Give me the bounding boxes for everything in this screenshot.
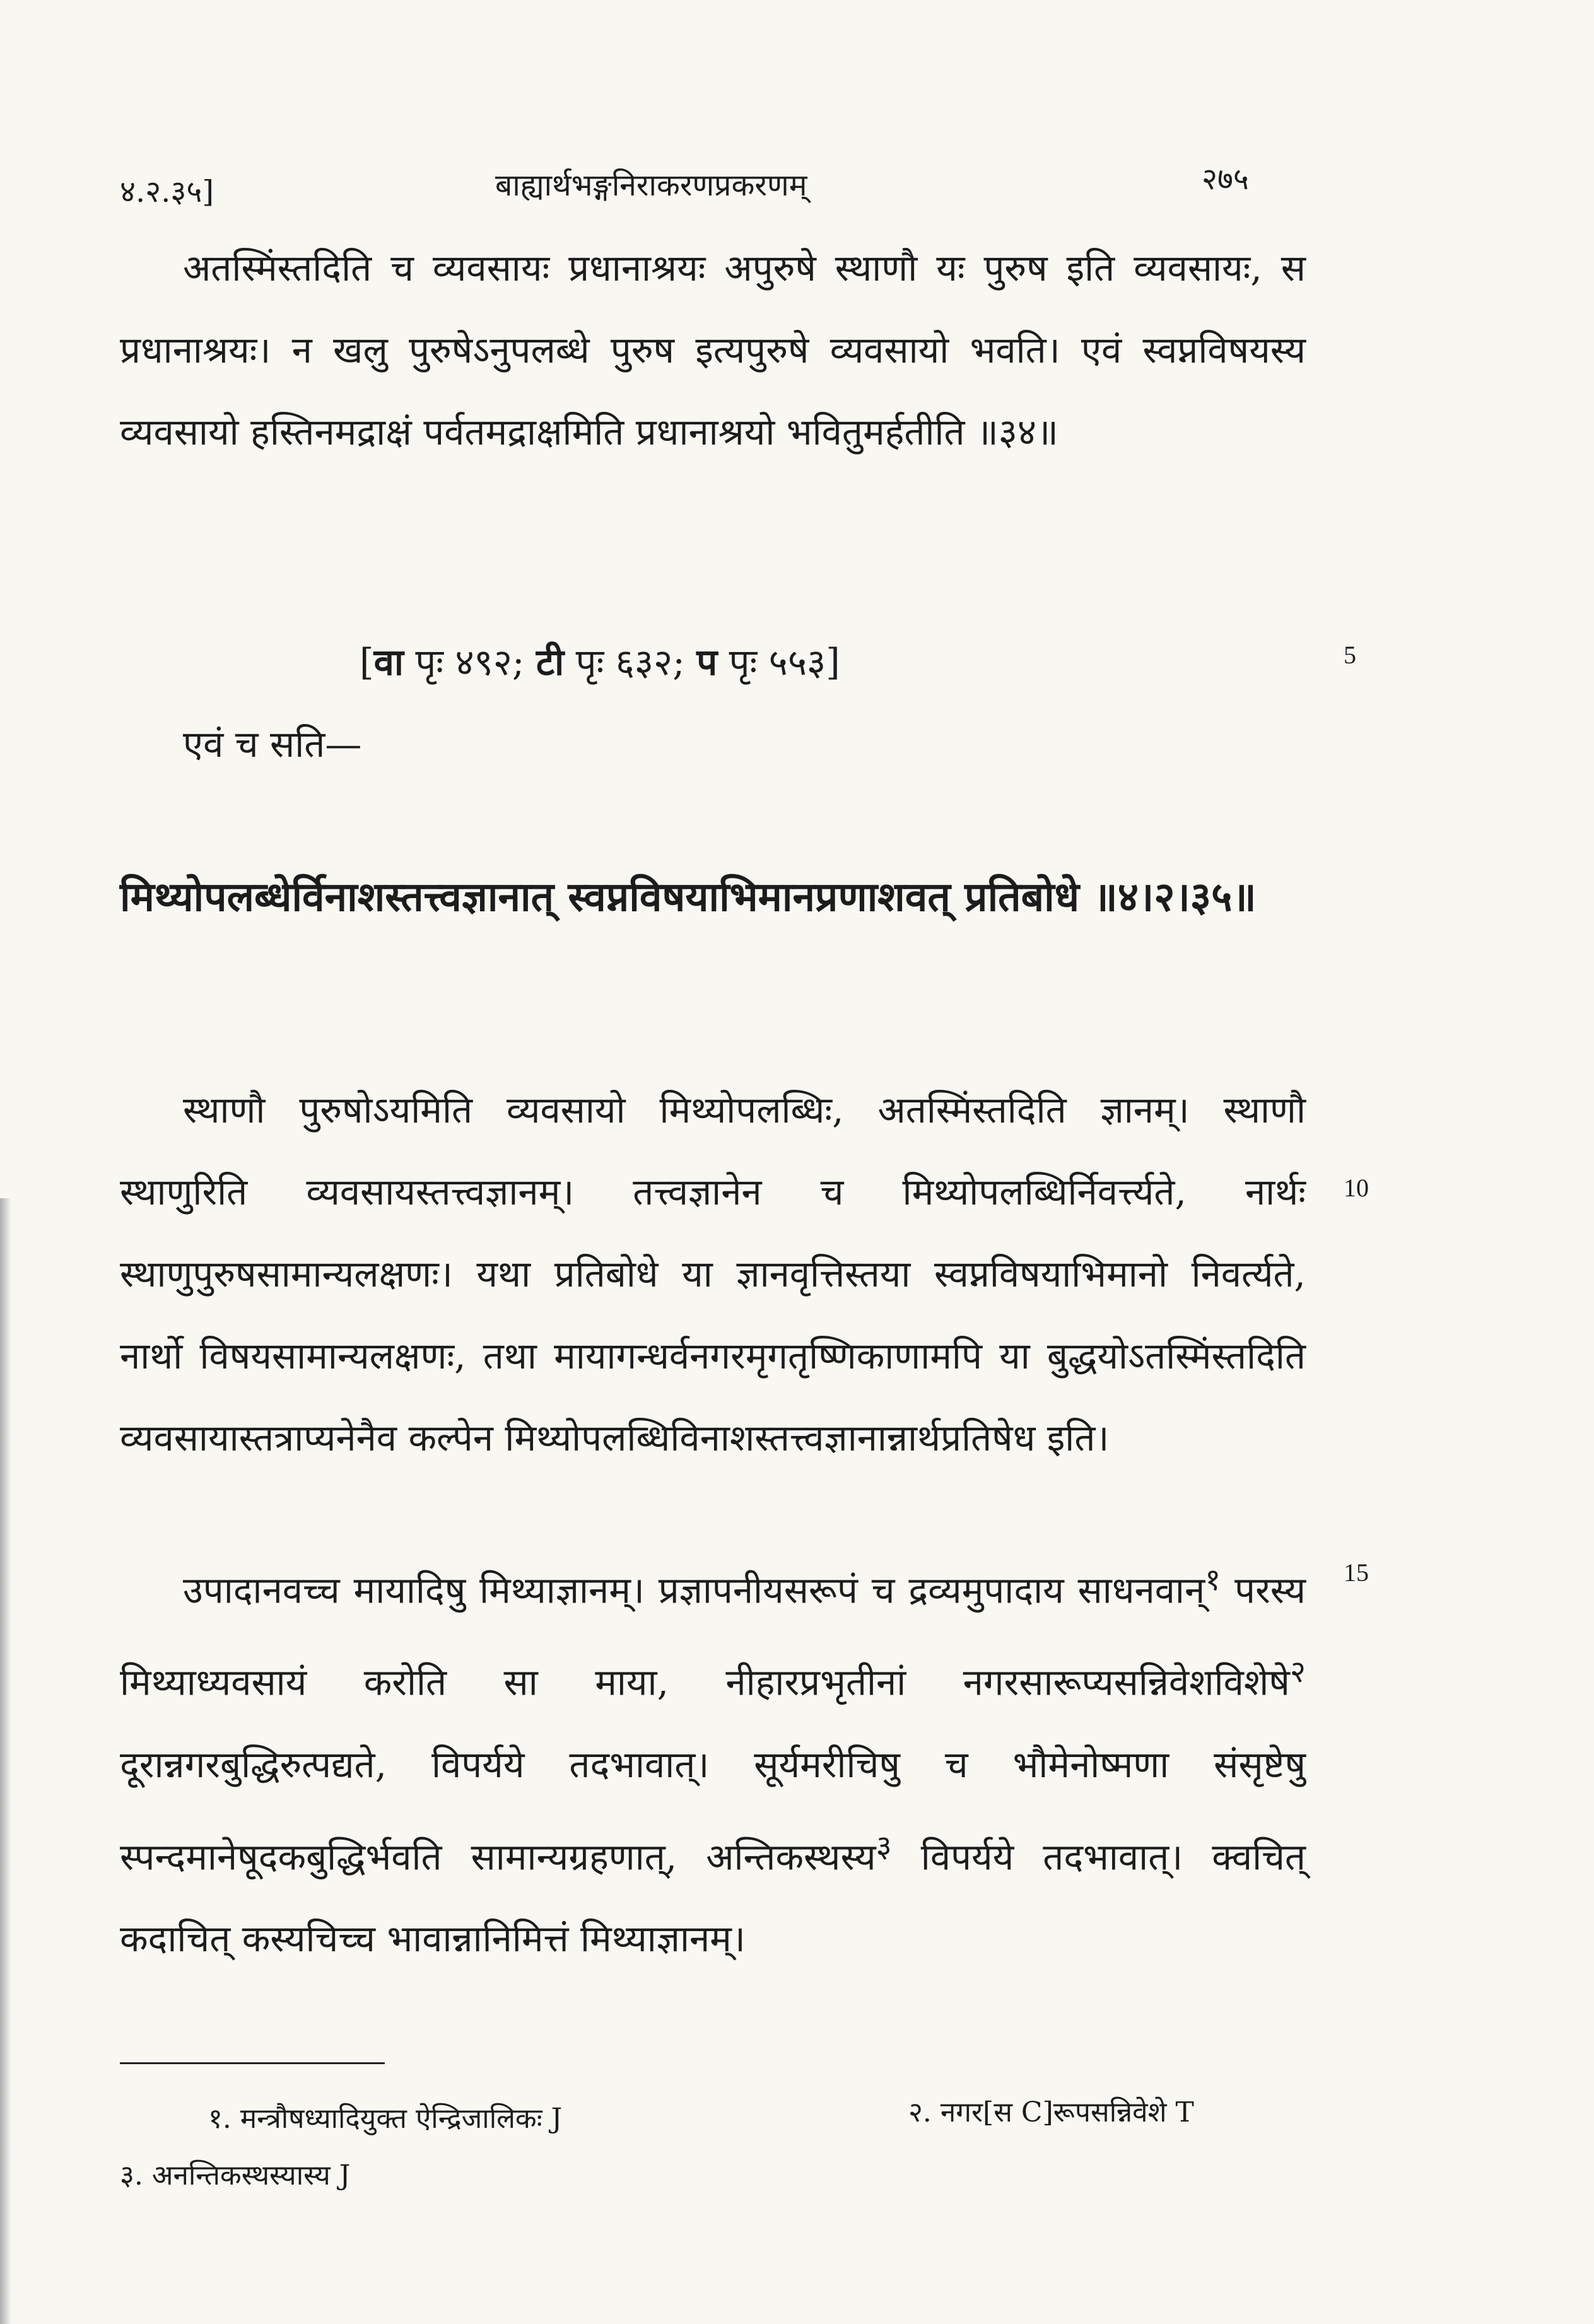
ref-va-page: पृः ४९२; [415,641,525,684]
running-header [0,158,1594,214]
footnote-2: २. नगर[स C]रूपसन्निवेशे T [908,2096,1194,2128]
footnote-rule [120,2062,385,2064]
sutra-text: मिथ्योपलब्धेर्विनाशस्तत्त्वज्ञानात् स्वप्नविषयाभिमानप्रणाशवत् प्रतिबोधे ॥४।२।३५॥ [120,873,1257,921]
paragraph-3-part-2: परस्य मिथ्याध्यवसायं करोति सा माया, नीहारप्रभृतीनां नगरसारूप्यसन्निवेशविशेषे [120,1568,1306,1704]
continuation-phrase: एवं च सति— [183,723,362,766]
ref-ti: टी [536,641,565,684]
paragraph-2-text: स्थाणौ पुरुषोऽयमिति व्यवसायो मिथ्योपलब्धिः, अतस्मिंस्तदिति ज्ञानम्। स्थाणौ स्थाणुरिति व्यवसायस्तत्त्वज्ञानम्। तत्त्वज्ञानेन च मिथ्योपलब्धिर्निवर्त्त्यते, नार्थः स्थाणुपुरुषसामान्यलक्षणः। यथा प्रतिबोधे या ज्ञानवृत्तिस्तया स्वप्नविषयाभिमानो निवर्त्यते, नार्थो विषयसामान्यलक्षणः, तथा मायागन्धर्वनगरमृगतृष्णिकाणामपि या बुद्धयोऽतस्मिंस्तदिति व्यवसायास्तत्राप्यनेनैव कल्पेन मिथ्योपलब्धिविनाशस्तत्त्वज्ञानान्नार्थप्रतिषेध इति। [120,1089,1306,1459]
header-section-ref: ४.२.३५] [120,174,214,209]
edition-reference [360,631,840,694]
footnote-marker-1: १ [1205,1562,1221,1597]
line-number-10: 10 [1344,1174,1369,1202]
ref-pa-page: पृः ५५३] [729,641,840,684]
ref-open-bracket: [ [360,641,374,684]
paragraph-1 [120,227,1306,473]
header-title: बाह्यार्थभङ्गनिराकरणप्रकरणम् [495,168,807,203]
footnote-1: १. मन्त्रौषध्यादियुक्त ऐन्द्रिजालिकः J [208,2103,563,2135]
line-number-5: 5 [1344,641,1356,669]
line-number-15: 15 [1344,1558,1369,1587]
ref-ti-page: पृः ६३२; [575,641,685,684]
ref-pa: प [696,641,718,684]
paragraph-3-part-4: विपर्यये तदभावात्। क्वचित् कदाचित् कस्यचिच्च भावान्नानिमित्तं मिथ्याज्ञानम्। [120,1835,1306,1960]
scan-shadow-edge [0,1198,11,2324]
paragraph-2 [120,1069,1306,1479]
page-number: २७५ [1202,161,1249,197]
footnote-marker-2: २ [1289,1654,1306,1690]
paragraph-3-part-3: दूरान्नगरबुद्धिरुत्पद्यते, विपर्यये तदभावात्। सूर्यमरीचिषु च भौमेनोष्मणा संसृष्टेषु स्पन्दमानेषूदकबुद्धिर्भवति सामान्यग्रहणात्, अन्तिकस्थस्य [120,1743,1306,1878]
paragraph-1-text: अतस्मिंस्तदिति च व्यवसायः प्रधानाश्रयः अपुरुषे स्थाणौ यः पुरुष इति व्यवसायः, स प्रधानाश्रयः। न खलु पुरुषेऽनुपलब्धे पुरुष इत्यपुरुषे व्यवसायो भवति। एवं स्वप्नविषयस्य व्यवसायो हस्तिनमद्राक्षं पर्वतमद्राक्षमिति प्रधानाश्रयो भवितुमर्हतीति ॥३४॥ [120,247,1306,453]
ref-va: वा [373,641,404,684]
paragraph-3-part-1: उपादानवच्च मायादिषु मिथ्याज्ञानम्। प्रज्ञापनीयसरूपं च द्रव्यमुपादाय साधनवान् [183,1568,1205,1612]
paragraph-3 [120,1539,1306,1980]
paragraph-3-text [120,1539,1306,1980]
footnote-3: ३. अनन्तिकस्थस्यास्य J [120,2159,351,2192]
footnote-marker-3: ३ [876,1828,892,1864]
